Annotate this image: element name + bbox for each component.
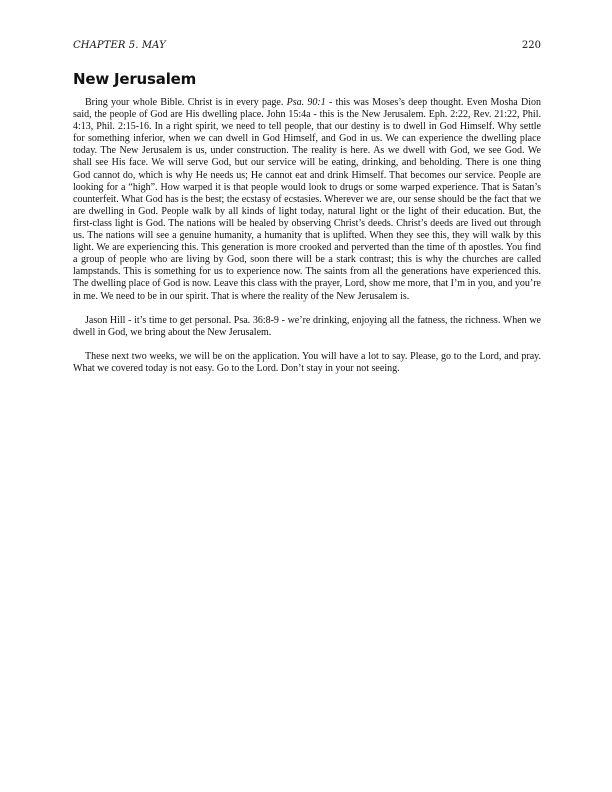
document-page (73, 40, 541, 375)
paragraph-1-text-start: Bring your whole Bible. Christ is in every page. (85, 97, 287, 108)
scripture-reference: Psa. 90:1 (286, 97, 326, 108)
chapter-label: CHAPTER 5. MAY (73, 40, 166, 51)
paragraph-3: These next two weeks, we will be on the application. You will have a lot to say. Please, go to the Lord, and pray. What we covered today is not easy. Go to the Lord. Don’t stay in your not seeing. (73, 350, 541, 374)
section-title: New Jerusalem (73, 70, 197, 88)
running-header (73, 40, 541, 52)
paragraph-1-text-rest: - this was Moses’s deep thought. Even Mosha Dion said, the people of God are His dwelling place. John 15:4a - this is the New Jerusalem. Eph. 2:22, Rev. 21:22, Phil. 4:13, Phil. 2:15-16. In a right spirit, we need to tell people, that our destiny is to dwell in God Himself. Why settle for something inferior, when we can dwell in God Himself, and God in us. We can experience the dwelling place today. The New Jerusalem is us, under construction. The reality is here. As we dwell with God, we see God. We shall see His face. We will serve God, but our service will be eating, drinking, and beholding. There is one thing God cannot do, which is why He needs us; He cannot eat and drink Himself. That becomes our service. People are looking for a “high”. How warped it is that people would look to drugs or some warped experience. That is Satan’s counterfeit. What God has is the best; the ecstasy of ecstasies. Wherever we are, our sense should be the fact that we are dwelling in God. People walk by all kinds of light today, natural light or the light of their education. But, the first-class light is God. The nations will be healed by observing Christ’s deeds. Christ’s deeds are lived out through us. The nations will see a genuine humanity, a humanity that is uplifted. When they see this, they will walk by this light. We are experiencing this. This generation is more crooked and perverted than the time of th apostles. You find a group of people who are living by God, soon there will be a stark contrast; this is why the churches are called lampstands. This is something for us to experience now. The saints from all the generations have experienced this. The dwelling place of God is now. Leave this class with the prayer, Lord, show me more, that I’m in you, and you’re in me. We need to be in our spirit. That is where the reality of the New Jerusalem is. (73, 97, 541, 302)
paragraph-1 (73, 97, 541, 303)
page-number: 220 (521, 40, 541, 51)
paragraph-2: Jason Hill - it’s time to get personal. Psa. 36:8-9 - we’re drinking, enjoying all the fatness, the richness. When we dwell in God, we bring about the New Jerusalem. (73, 314, 541, 338)
